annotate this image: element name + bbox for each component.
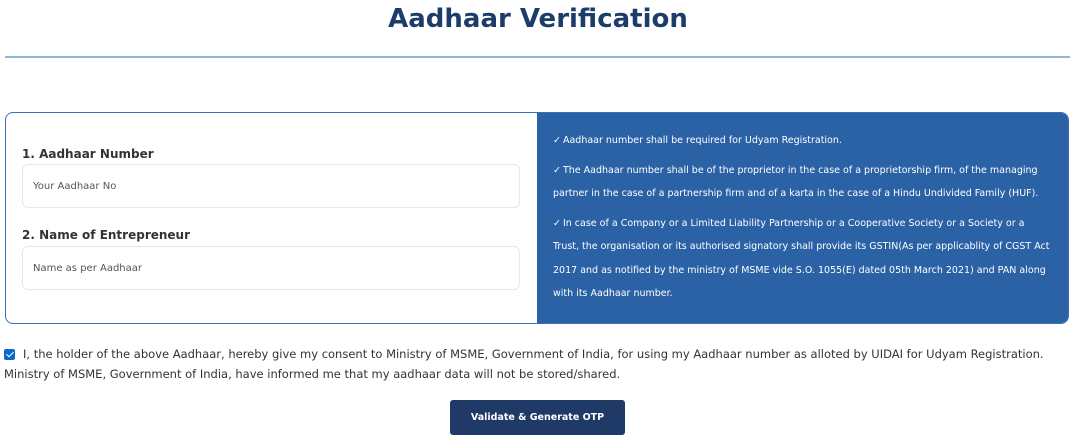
consent-section	[4, 344, 1074, 384]
form-pane	[6, 113, 537, 323]
title-divider	[5, 56, 1070, 58]
check-icon: ✓	[553, 217, 561, 229]
validate-generate-otp-button[interactable]: Validate & Generate OTP	[450, 400, 625, 435]
check-icon: ✓	[553, 135, 561, 146]
info-item: ✓ Aadhaar number shall be required for Udyam Registration.	[553, 135, 842, 146]
page-title: Aadhaar Verification	[388, 4, 688, 34]
info-item: ✓ In case of a Company or a Limited Liability Partnership or a Cooperative Society or a Society or a Trust, the organisation or its authorised signatory shall provide its GSTIN(As per applicablity of CGST Act 2017 and as notified by the ministry of MSME vide S.O. 1055(E) dated 05th March 2021) and PAN along with its Aadhaar number.	[553, 217, 1050, 299]
aadhaar-number-label: 1. Aadhaar Number	[22, 147, 154, 161]
info-panel	[537, 113, 1068, 323]
info-item: ✓ The Aadhaar number shall be of the proprietor in the case of a proprietorship firm, of the managing partner in the case of a partnership firm and of a karta in the case of a Hindu Undivided Family (HUF).	[553, 164, 1039, 199]
consent-checkbox[interactable]	[4, 349, 15, 360]
aadhaar-number-input[interactable]	[22, 164, 520, 208]
verification-card	[5, 112, 1069, 324]
entrepreneur-name-label: 2. Name of Entrepreneur	[22, 228, 191, 242]
consent-text: I, the holder of the above Aadhaar, hereby give my consent to Ministry of MSME, Government of India, for using my Aadhaar number as alloted by UIDAI for Udyam Registration. Ministry of MSME, Government of India, have informed me that my aadhaar data will not be stored/shared.	[4, 347, 1044, 381]
entrepreneur-name-input[interactable]	[22, 246, 520, 290]
check-icon: ✓	[553, 164, 561, 176]
